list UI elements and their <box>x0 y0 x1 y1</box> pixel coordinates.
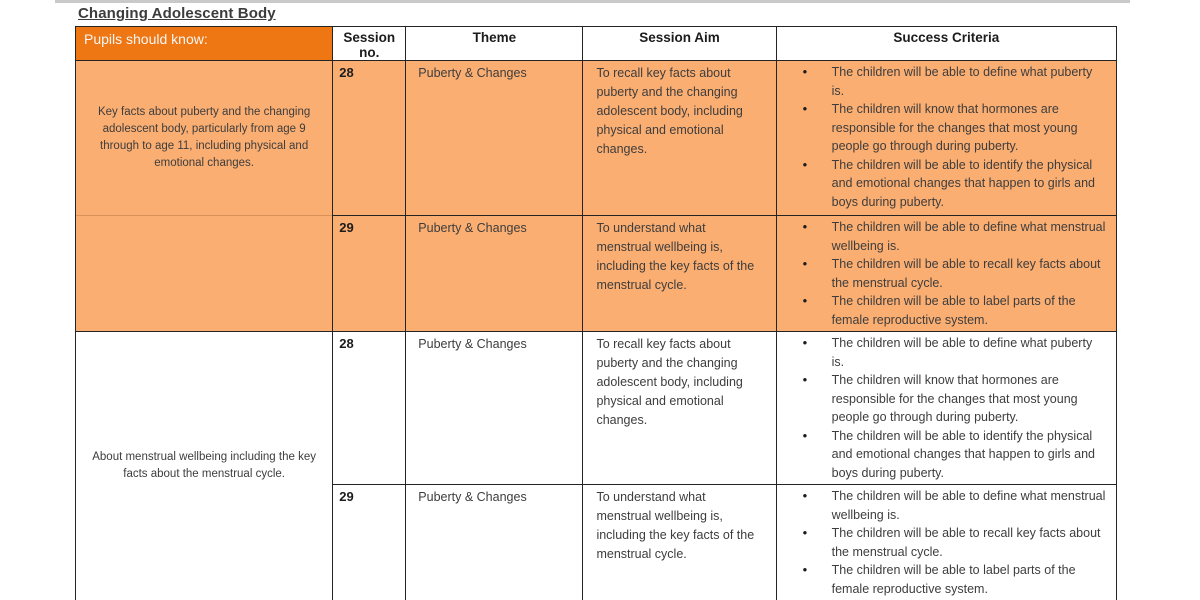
success-criterion: • The children will be able to identify the physical and emotional changes that happen to girls and boys during puberty. <box>777 427 1108 483</box>
success-criteria-cell <box>776 332 1116 485</box>
table-header-row <box>76 27 1117 61</box>
page-title: Changing Adolescent Body <box>78 5 276 22</box>
header-pupils-should-know: Pupils should know: <box>76 27 333 61</box>
session-aim-cell: To recall key facts about puberty and the changing adolescent body, including physical and emotional changes. <box>583 332 776 485</box>
success-criterion: • The children will be able to recall key facts about the menstrual cycle. <box>777 255 1108 292</box>
header-success-criteria: Success Criteria <box>776 27 1116 61</box>
success-criterion: • The children will be able to define what puberty is. <box>777 334 1108 371</box>
session-aim-cell: To understand what menstrual wellbeing is, including the key facts of the menstrual cycle. <box>583 485 776 600</box>
success-criterion: • The children will be able to define what puberty is. <box>777 63 1108 100</box>
table-row-session-28-highlighted <box>76 61 1117 216</box>
curriculum-table <box>75 26 1117 600</box>
session-no-cell: 29 <box>333 216 406 332</box>
theme-cell: Puberty & Changes <box>406 61 583 216</box>
success-criteria-list <box>777 218 1108 329</box>
header-theme: Theme <box>406 27 583 61</box>
success-criterion: • The children will be able to define what menstrual wellbeing is. <box>777 487 1108 524</box>
success-criteria-list <box>777 334 1108 482</box>
success-criterion: • The children will be able to recall key facts about the menstrual cycle. <box>777 524 1108 561</box>
theme-cell: Puberty & Changes <box>406 332 583 485</box>
success-criterion: • The children will know that hormones are responsible for the changes that most young people go through during puberty. <box>777 100 1108 156</box>
session-aim-cell: To recall key facts about puberty and the changing adolescent body, including physical and emotional changes. <box>583 61 776 216</box>
success-criteria-cell <box>776 485 1116 600</box>
pupils-know-cell: Key facts about puberty and the changing adolescent body, particularly from age 9 through to age 11, including physical and emotional changes. <box>76 61 333 216</box>
success-criteria-list <box>777 487 1108 598</box>
success-criteria-cell <box>776 216 1116 332</box>
page-top-edge <box>55 0 1130 3</box>
theme-cell: Puberty & Changes <box>406 485 583 600</box>
success-criterion: • The children will be able to define what menstrual wellbeing is. <box>777 218 1108 255</box>
session-no-cell: 28 <box>333 332 406 485</box>
pupils-know-cell: About menstrual wellbeing including the key facts about the menstrual cycle. <box>76 332 333 600</box>
session-no-cell: 28 <box>333 61 406 216</box>
table-row-session-29-highlighted <box>76 216 1117 332</box>
success-criteria-list <box>777 63 1108 211</box>
header-session-aim: Session Aim <box>583 27 776 61</box>
success-criterion: • The children will be able to identify the physical and emotional changes that happen to girls and boys during puberty. <box>777 156 1108 212</box>
session-no-cell: 29 <box>333 485 406 600</box>
success-criterion: • The children will know that hormones are responsible for the changes that most young people go through during puberty. <box>777 371 1108 427</box>
header-session-no: Session no. <box>333 27 406 61</box>
theme-cell: Puberty & Changes <box>406 216 583 332</box>
success-criteria-cell <box>776 61 1116 216</box>
table-row-session-28 <box>76 332 1117 485</box>
success-criterion: • The children will be able to label parts of the female reproductive system. <box>777 561 1108 598</box>
session-aim-cell: To understand what menstrual wellbeing is, including the key facts of the menstrual cycle. <box>583 216 776 332</box>
pupils-know-cell-empty <box>76 216 333 332</box>
success-criterion: • The children will be able to label parts of the female reproductive system. <box>777 292 1108 329</box>
